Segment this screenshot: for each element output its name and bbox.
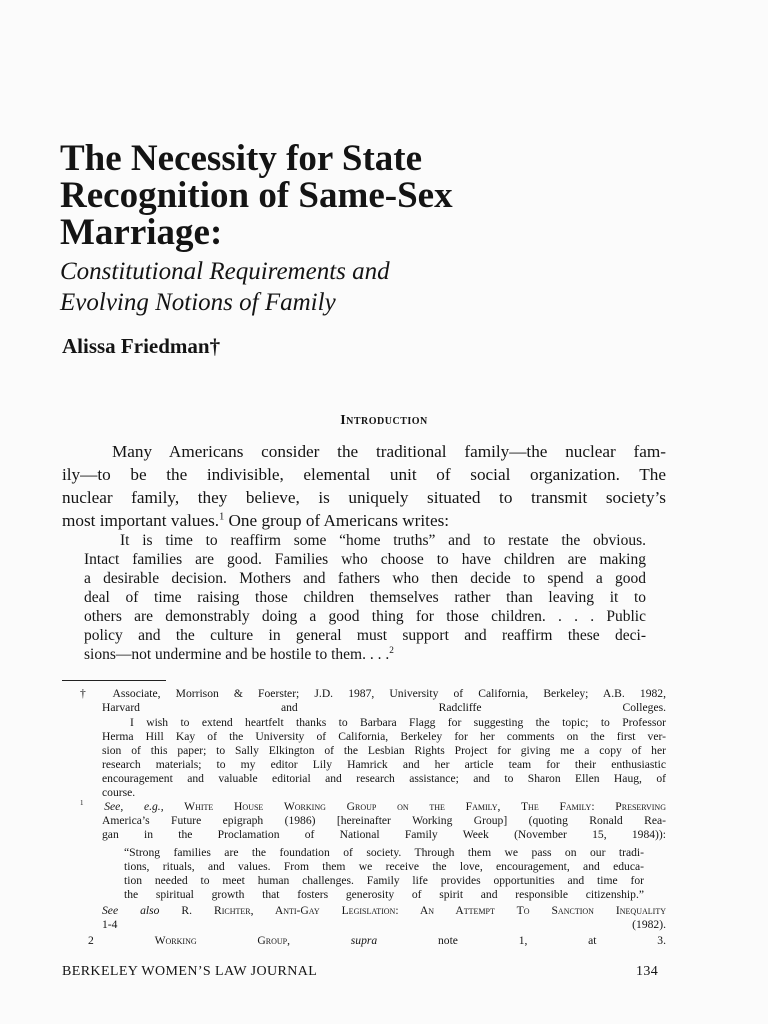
- body-line: Many Americans consider the traditional family—the nuclear fam-: [112, 442, 666, 461]
- quote-line: [84, 645, 646, 664]
- citation-signal: See also: [102, 904, 160, 917]
- footnote-quote-line: “Strong families are the foundation of society. Through them we pass on our tradi-: [124, 846, 644, 859]
- footnote-quote-line: tion needed to meet human challenges. Family life provides opportunities and time for: [124, 874, 644, 887]
- citation-text: White House Working Group on the Family, The Family: Preserving: [163, 800, 666, 813]
- footnote-line: encouragement and valuable editorial and research assistance; and to Sharon Ellen Haug, of: [102, 772, 666, 785]
- footnote-line: [80, 800, 666, 814]
- footnote-line: I wish to extend heartfelt thanks to Barbara Flagg for suggesting the topic; to Professor: [130, 716, 666, 729]
- footnote-quote-line: the spiritual growth that fosters generosity of spirit and responsible citizenship.”: [124, 888, 644, 901]
- footnote-line: [102, 904, 666, 918]
- section-heading-text: Introduction: [340, 413, 428, 428]
- page-number: 134: [636, 964, 659, 979]
- footnote-line: [88, 934, 666, 948]
- footnote-line: Harvard and Radcliffe Colleges.: [102, 701, 666, 714]
- footnote-line: course.: [102, 786, 136, 799]
- author-name: [62, 334, 220, 359]
- citation-text: note 1, at 3.: [377, 934, 666, 947]
- author-footnote-mark: †: [209, 334, 221, 358]
- footnote-line: gan in the Proclamation of National Family Week (November 15, 1984)):: [102, 828, 666, 841]
- quote-line: policy and the culture in general must support and reaffirm these deci-: [84, 627, 646, 644]
- footnote-ref: 2: [389, 645, 394, 656]
- footnote-line: [80, 687, 666, 701]
- citation-signal: See, e.g.,: [104, 800, 164, 813]
- footnote-number: 2: [88, 934, 94, 947]
- quote-line: It is time to reaffirm some “home truths” and to restate the obvious.: [120, 532, 646, 549]
- footnote-line: 1-4 (1982).: [102, 918, 666, 931]
- footnote-quote-line: tions, rituals, and values. From them we receive the love, encouragement, and educa-: [124, 860, 644, 873]
- dagger-mark: †: [80, 687, 99, 700]
- article-title: [60, 140, 700, 251]
- citation-text: R. Richter, Anti-Gay Legislation: An Attempt To Sanction Inequality: [159, 904, 666, 917]
- author-text: Alissa Friedman: [62, 334, 210, 358]
- article-subtitle: [60, 256, 700, 318]
- title-line: Recognition of Same-Sex: [60, 175, 453, 216]
- footnote-line: America’s Future epigraph (1986) [hereinafter Working Group] (quoting Ronald Rea-: [102, 814, 666, 827]
- quote-line: a desirable decision. Mothers and fathers who then decide to spend a good: [84, 570, 646, 587]
- body-line-text: most important values.: [62, 511, 220, 530]
- title-line: The Necessity for State: [60, 138, 423, 179]
- body-line: nuclear family, they believe, is uniquely situated to transmit society’s: [62, 488, 666, 507]
- journal-name: BERKELEY WOMEN’S LAW JOURNAL: [62, 964, 318, 979]
- footnote-ref: 1: [219, 511, 225, 523]
- section-heading: [0, 413, 768, 429]
- footnote-divider: [62, 680, 166, 681]
- subtitle-line: Constitutional Requirements and: [60, 258, 390, 285]
- citation-signal: supra: [350, 934, 378, 947]
- body-line: [62, 509, 666, 532]
- quote-line: others are demonstrably doing a good thing for those children. . . . Public: [84, 608, 646, 625]
- footnote-line: research materials; to my editor Lily Hamrick and her article team for their enthusiastic: [102, 758, 666, 771]
- footnote-line: Herma Hill Kay of the University of California, Berkeley for her comments on the first ver-: [102, 730, 666, 743]
- quote-line-text: sions—not undermine and be hostile to them. . . .: [84, 646, 390, 663]
- body-line: ily—to be the indivisible, elemental unit of social organization. The: [62, 465, 666, 484]
- quote-line: deal of time raising those children themselves rather than leaving it to: [84, 589, 646, 606]
- footnote-text: Associate, Morrison & Foerster; J.D. 1987, University of California, Berkeley; A.B. 1982,: [112, 687, 666, 700]
- footnote-line: sion of this paper; to Sally Elkington of the Lesbian Rights Project for giving me a copy of her: [102, 744, 666, 757]
- footnote-number: 1: [80, 799, 84, 808]
- citation-text: Working Group,: [154, 934, 351, 947]
- body-line-text: One group of Americans writes:: [224, 511, 450, 530]
- subtitle-line: Evolving Notions of Family: [60, 289, 336, 316]
- title-line: Marriage:: [60, 212, 223, 253]
- quote-line: Intact families are good. Families who choose to have children are making: [84, 551, 646, 568]
